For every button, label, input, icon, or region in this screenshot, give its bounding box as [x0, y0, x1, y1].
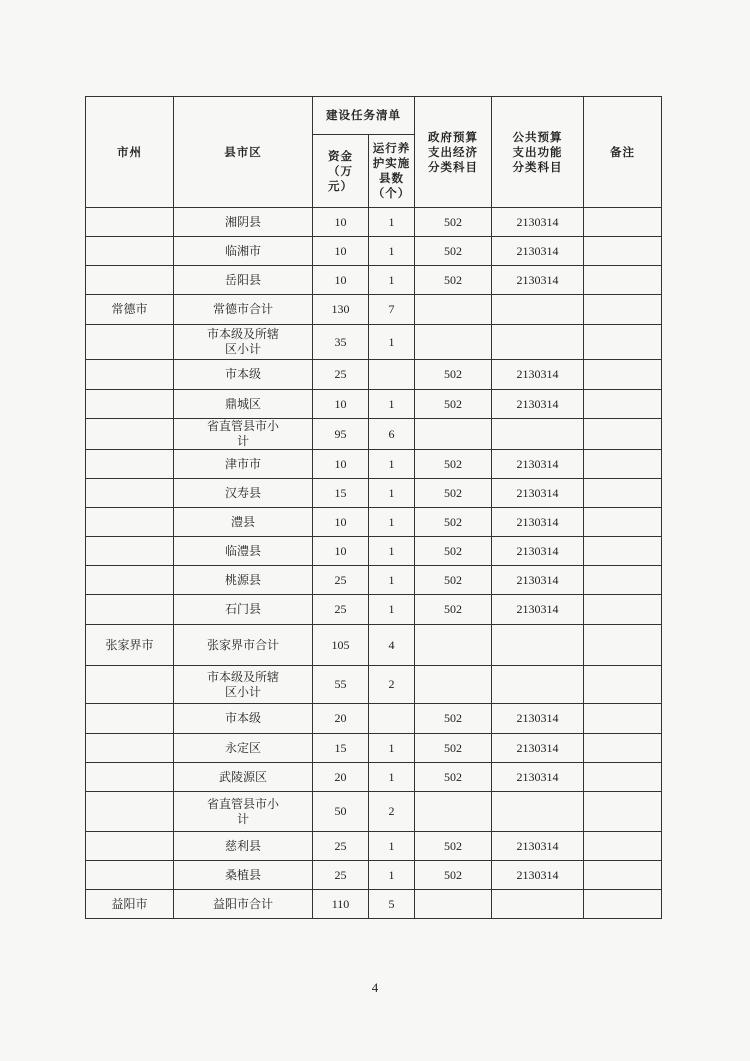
county-cell: 临澧县 — [174, 537, 313, 566]
remark-cell — [584, 479, 662, 508]
county-cell: 石门县 — [174, 595, 313, 625]
header-count: 运行养护实施县数（个） — [369, 135, 415, 208]
count-cell: 1 — [369, 861, 415, 890]
county-cell: 桑植县 — [174, 861, 313, 890]
city-cell — [86, 537, 174, 566]
funds-cell: 110 — [313, 890, 369, 919]
pub-func-cell: 2130314 — [492, 208, 584, 237]
city-cell — [86, 792, 174, 832]
remark-cell — [584, 666, 662, 704]
funds-cell: 105 — [313, 625, 369, 666]
county-cell: 市本级及所辖区小计 — [174, 666, 313, 704]
city-cell — [86, 266, 174, 295]
count-cell: 5 — [369, 890, 415, 919]
city-cell — [86, 237, 174, 266]
gov-econ-cell: 502 — [415, 237, 492, 266]
gov-econ-cell: 502 — [415, 537, 492, 566]
city-cell — [86, 508, 174, 537]
gov-econ-cell: 502 — [415, 704, 492, 734]
funds-cell: 95 — [313, 419, 369, 450]
table-row — [86, 595, 662, 625]
table-row — [86, 237, 662, 266]
county-cell: 武陵源区 — [174, 763, 313, 792]
count-cell — [369, 360, 415, 390]
city-cell — [86, 734, 174, 763]
gov-econ-cell: 502 — [415, 508, 492, 537]
city-cell — [86, 479, 174, 508]
county-cell: 常德市合计 — [174, 295, 313, 325]
count-cell: 6 — [369, 419, 415, 450]
gov-econ-cell: 502 — [415, 390, 492, 419]
remark-cell — [584, 595, 662, 625]
table-row — [86, 537, 662, 566]
pub-func-cell: 2130314 — [492, 763, 584, 792]
county-cell: 澧县 — [174, 508, 313, 537]
table-row — [86, 419, 662, 450]
pub-func-cell: 2130314 — [492, 390, 584, 419]
header-gov-econ: 政府预算支出经济分类科目 — [415, 97, 492, 208]
remark-cell — [584, 566, 662, 595]
gov-econ-cell — [415, 295, 492, 325]
table-row — [86, 861, 662, 890]
funds-cell: 15 — [313, 479, 369, 508]
funds-cell: 10 — [313, 208, 369, 237]
city-cell — [86, 450, 174, 479]
pub-func-cell — [492, 625, 584, 666]
funds-cell: 25 — [313, 595, 369, 625]
county-cell: 汉寿县 — [174, 479, 313, 508]
funds-cell: 25 — [313, 566, 369, 595]
page-number: 4 — [371, 980, 379, 995]
city-cell — [86, 325, 174, 360]
remark-cell — [584, 890, 662, 919]
funds-cell: 10 — [313, 237, 369, 266]
count-cell: 1 — [369, 390, 415, 419]
pub-func-cell — [492, 890, 584, 919]
count-cell: 7 — [369, 295, 415, 325]
funds-cell: 15 — [313, 734, 369, 763]
county-cell: 市本级 — [174, 360, 313, 390]
table-row — [86, 734, 662, 763]
gov-econ-cell: 502 — [415, 763, 492, 792]
gov-econ-cell — [415, 792, 492, 832]
table-row — [86, 508, 662, 537]
remark-cell — [584, 763, 662, 792]
table-row — [86, 704, 662, 734]
gov-econ-cell: 502 — [415, 861, 492, 890]
table-row — [86, 325, 662, 360]
city-cell — [86, 704, 174, 734]
remark-cell — [584, 266, 662, 295]
count-cell: 1 — [369, 566, 415, 595]
remark-cell — [584, 508, 662, 537]
gov-econ-cell: 502 — [415, 595, 492, 625]
pub-func-cell — [492, 325, 584, 360]
funds-cell: 55 — [313, 666, 369, 704]
table-row — [86, 890, 662, 919]
pub-func-cell: 2130314 — [492, 237, 584, 266]
table-row — [86, 625, 662, 666]
budget-table — [85, 96, 662, 919]
city-cell — [86, 360, 174, 390]
county-cell: 张家界市合计 — [174, 625, 313, 666]
county-cell: 省直管县市小计 — [174, 419, 313, 450]
gov-econ-cell: 502 — [415, 360, 492, 390]
count-cell: 2 — [369, 792, 415, 832]
city-cell — [86, 861, 174, 890]
pub-func-cell: 2130314 — [492, 832, 584, 861]
gov-econ-cell — [415, 890, 492, 919]
funds-cell: 10 — [313, 450, 369, 479]
remark-cell — [584, 861, 662, 890]
header-county: 县市区 — [174, 97, 313, 208]
table-row — [86, 763, 662, 792]
pub-func-cell: 2130314 — [492, 537, 584, 566]
table-row — [86, 208, 662, 237]
remark-cell — [584, 537, 662, 566]
count-cell: 1 — [369, 832, 415, 861]
count-cell: 1 — [369, 595, 415, 625]
count-cell: 4 — [369, 625, 415, 666]
count-cell: 1 — [369, 763, 415, 792]
pub-func-cell: 2130314 — [492, 479, 584, 508]
remark-cell — [584, 450, 662, 479]
gov-econ-cell — [415, 325, 492, 360]
table-row — [86, 666, 662, 704]
gov-econ-cell: 502 — [415, 734, 492, 763]
remark-cell — [584, 792, 662, 832]
county-cell: 临湘市 — [174, 237, 313, 266]
table-row — [86, 792, 662, 832]
gov-econ-cell — [415, 666, 492, 704]
table-row — [86, 832, 662, 861]
gov-econ-cell: 502 — [415, 479, 492, 508]
city-cell — [86, 666, 174, 704]
funds-cell: 25 — [313, 832, 369, 861]
pub-func-cell: 2130314 — [492, 450, 584, 479]
pub-func-cell — [492, 666, 584, 704]
remark-cell — [584, 295, 662, 325]
count-cell: 1 — [369, 208, 415, 237]
header-task-list: 建设任务清单 — [313, 97, 415, 135]
count-cell: 1 — [369, 537, 415, 566]
city-cell — [86, 566, 174, 595]
county-cell: 岳阳县 — [174, 266, 313, 295]
table-row — [86, 390, 662, 419]
funds-cell: 10 — [313, 266, 369, 295]
remark-cell — [584, 419, 662, 450]
header-funds: 资金（万元） — [313, 135, 369, 208]
city-cell — [86, 390, 174, 419]
county-cell: 津市市 — [174, 450, 313, 479]
count-cell: 1 — [369, 734, 415, 763]
city-cell: 常德市 — [86, 295, 174, 325]
city-cell — [86, 419, 174, 450]
gov-econ-cell: 502 — [415, 266, 492, 295]
table-row — [86, 295, 662, 325]
table-row — [86, 566, 662, 595]
table-row — [86, 360, 662, 390]
city-cell: 益阳市 — [86, 890, 174, 919]
county-cell: 湘阴县 — [174, 208, 313, 237]
pub-func-cell: 2130314 — [492, 734, 584, 763]
funds-cell: 10 — [313, 508, 369, 537]
funds-cell: 20 — [313, 704, 369, 734]
count-cell: 1 — [369, 237, 415, 266]
pub-func-cell: 2130314 — [492, 360, 584, 390]
pub-func-cell — [492, 295, 584, 325]
remark-cell — [584, 832, 662, 861]
count-cell — [369, 704, 415, 734]
funds-cell: 10 — [313, 537, 369, 566]
pub-func-cell: 2130314 — [492, 704, 584, 734]
county-cell: 省直管县市小计 — [174, 792, 313, 832]
count-cell: 1 — [369, 325, 415, 360]
remark-cell — [584, 208, 662, 237]
pub-func-cell: 2130314 — [492, 508, 584, 537]
table-row — [86, 450, 662, 479]
remark-cell — [584, 734, 662, 763]
county-cell: 市本级及所辖区小计 — [174, 325, 313, 360]
pub-func-cell: 2130314 — [492, 595, 584, 625]
pub-func-cell: 2130314 — [492, 266, 584, 295]
gov-econ-cell: 502 — [415, 450, 492, 479]
gov-econ-cell — [415, 419, 492, 450]
remark-cell — [584, 390, 662, 419]
count-cell: 1 — [369, 450, 415, 479]
remark-cell — [584, 704, 662, 734]
pub-func-cell: 2130314 — [492, 861, 584, 890]
header-remark: 备注 — [584, 97, 662, 208]
remark-cell — [584, 625, 662, 666]
remark-cell — [584, 237, 662, 266]
county-cell: 桃源县 — [174, 566, 313, 595]
count-cell: 1 — [369, 266, 415, 295]
header-pub-func: 公共预算支出功能分类科目 — [492, 97, 584, 208]
city-cell — [86, 763, 174, 792]
city-cell — [86, 832, 174, 861]
funds-cell: 50 — [313, 792, 369, 832]
table-row — [86, 266, 662, 295]
funds-cell: 130 — [313, 295, 369, 325]
header-city: 市州 — [86, 97, 174, 208]
county-cell: 永定区 — [174, 734, 313, 763]
city-cell: 张家界市 — [86, 625, 174, 666]
count-cell: 2 — [369, 666, 415, 704]
funds-cell: 20 — [313, 763, 369, 792]
county-cell: 益阳市合计 — [174, 890, 313, 919]
pub-func-cell: 2130314 — [492, 566, 584, 595]
gov-econ-cell: 502 — [415, 566, 492, 595]
gov-econ-cell: 502 — [415, 208, 492, 237]
county-cell: 市本级 — [174, 704, 313, 734]
gov-econ-cell: 502 — [415, 832, 492, 861]
funds-cell: 35 — [313, 325, 369, 360]
pub-func-cell — [492, 419, 584, 450]
remark-cell — [584, 360, 662, 390]
table-row — [86, 479, 662, 508]
funds-cell: 25 — [313, 360, 369, 390]
county-cell: 鼎城区 — [174, 390, 313, 419]
remark-cell — [584, 325, 662, 360]
funds-cell: 10 — [313, 390, 369, 419]
gov-econ-cell — [415, 625, 492, 666]
pub-func-cell — [492, 792, 584, 832]
city-cell — [86, 208, 174, 237]
count-cell: 1 — [369, 479, 415, 508]
county-cell: 慈利县 — [174, 832, 313, 861]
city-cell — [86, 595, 174, 625]
funds-cell: 25 — [313, 861, 369, 890]
count-cell: 1 — [369, 508, 415, 537]
